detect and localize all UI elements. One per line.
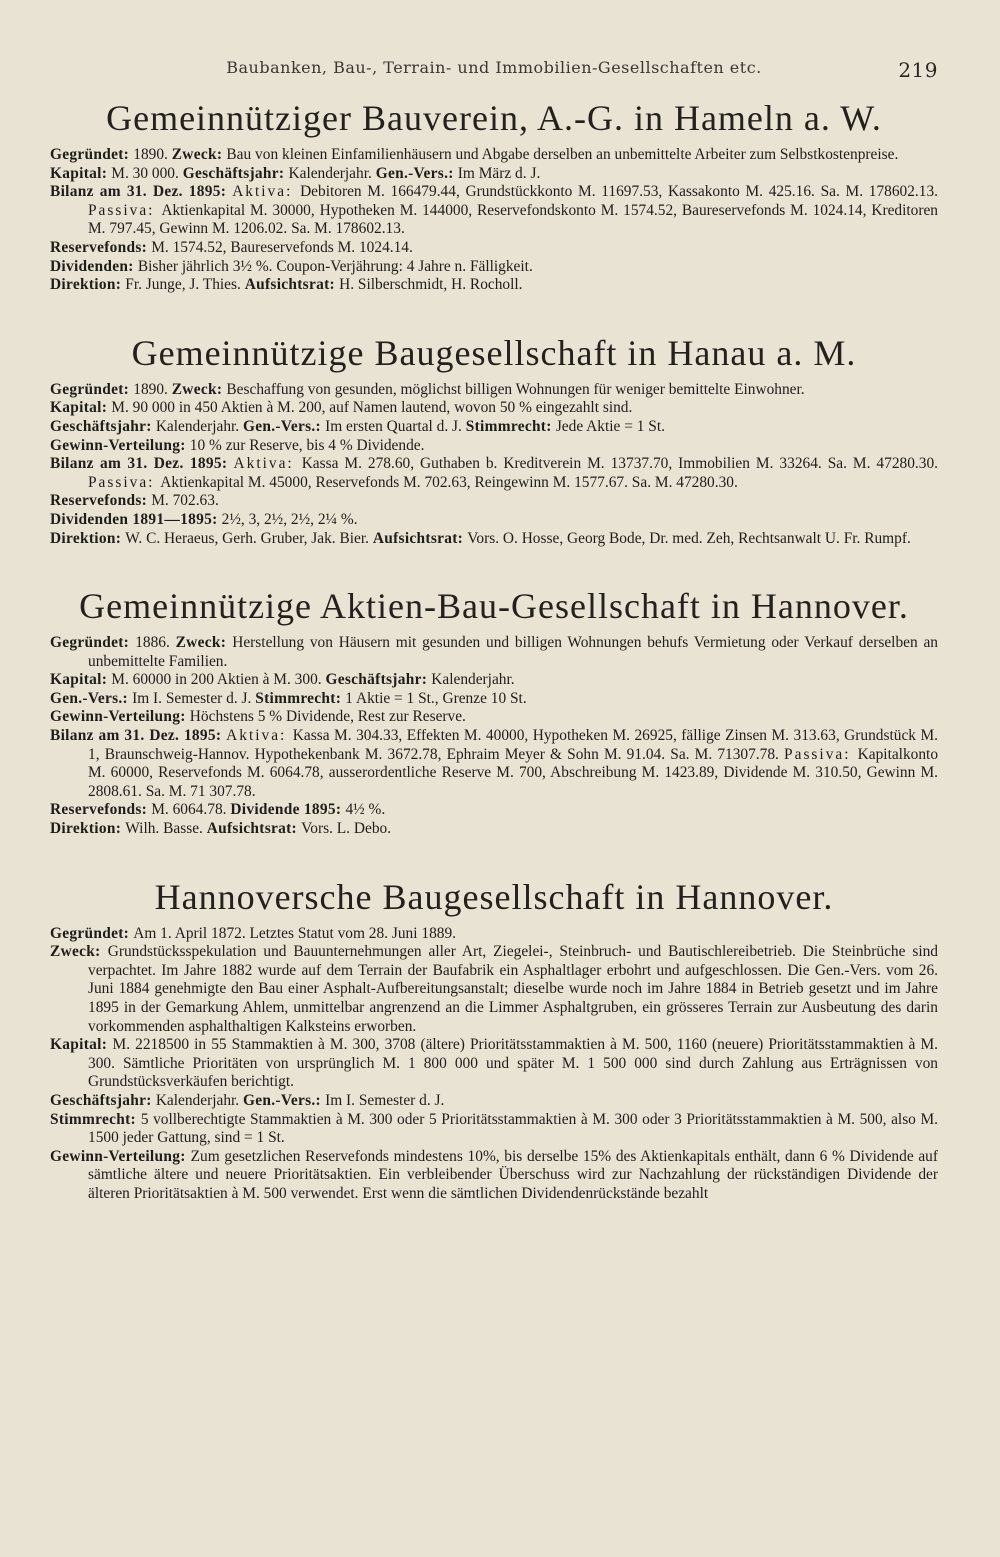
field-text: Kalenderjahr. bbox=[155, 1091, 243, 1109]
balance-side-label: Passiva: bbox=[784, 745, 858, 763]
field-text: M. 90 000 in 450 Aktien à M. 200, auf Namen lautend, wovon 50 % eingezahlt sind. bbox=[111, 399, 633, 417]
field-text: M. 30 000. bbox=[111, 164, 183, 182]
field-label: Gen.-Vers.: bbox=[50, 689, 133, 707]
field-label: Gen.-Vers.: bbox=[375, 164, 458, 182]
field-text: Fr. Junge, J. Thies. bbox=[125, 276, 245, 294]
field-label: Gewinn-Verteilung: bbox=[50, 1147, 191, 1165]
balance-side-label: Passiva: bbox=[88, 473, 161, 491]
field-text: Am 1. April 1872. Letztes Statut vom 28. Juni 1889. bbox=[133, 924, 457, 942]
company-entry bbox=[50, 586, 938, 839]
balance-side-label: Aktiva: bbox=[232, 183, 301, 201]
field-text: Im März d. J. bbox=[457, 164, 541, 182]
field-text: Aktienkapital M. 30000, Hypotheken M. 144000, Reservefondskonto M. 1574.52, Baureservefonds M. 1024.14, Kreditoren M. 797.45, Gewinn M. 1206.02. Sa. M. 178602.13. bbox=[88, 201, 938, 238]
field-label: Bilanz am 31. Dez. 1895: bbox=[50, 455, 234, 473]
entry-paragraph bbox=[50, 437, 938, 456]
entry-paragraph bbox=[50, 276, 938, 295]
field-label: Kapital: bbox=[50, 1036, 113, 1054]
field-text: Im I. Semester d. J. bbox=[132, 689, 256, 707]
field-text: Kalenderjahr. bbox=[288, 164, 376, 182]
field-label: Stimmrecht: bbox=[465, 417, 556, 435]
entry-paragraph bbox=[50, 1148, 938, 1204]
entry-paragraph bbox=[50, 1092, 938, 1111]
field-text: 1 Aktie = 1 St., Grenze 10 St. bbox=[345, 689, 527, 707]
entry-paragraph bbox=[50, 820, 938, 839]
field-label: Direktion: bbox=[50, 820, 126, 838]
company-entry bbox=[50, 877, 938, 1204]
field-label: Dividende 1895: bbox=[230, 801, 346, 819]
field-label: Zweck: bbox=[171, 146, 227, 163]
field-label: Zweck: bbox=[50, 943, 108, 961]
field-label: Geschäftsjahr: bbox=[50, 417, 156, 435]
field-text: Kalenderjahr. bbox=[431, 671, 515, 689]
field-text: H. Silberschmidt, H. Rocholl. bbox=[339, 276, 523, 294]
field-text: Im ersten Quartal d. J. bbox=[325, 417, 466, 435]
entry-paragraph bbox=[50, 258, 938, 277]
field-label: Bilanz am 31. Dez. 1895: bbox=[50, 183, 233, 201]
field-label: Gegründet: bbox=[50, 924, 134, 942]
field-label: Reservefonds: bbox=[50, 238, 152, 256]
field-text: Bisher jährlich 3½ %. Coupon-Verjährung: 4 Jahre n. Fälligkeit. bbox=[137, 257, 533, 275]
company-title: Gemeinnützige Aktien-Bau-Gesellschaft in Hannover. bbox=[79, 586, 909, 627]
field-text: Wilh. Basse. bbox=[125, 820, 207, 838]
field-label: Stimmrecht: bbox=[50, 1110, 141, 1128]
field-label: Gegründet: bbox=[50, 380, 134, 398]
entry-paragraph bbox=[50, 1111, 938, 1148]
entry-paragraph bbox=[50, 146, 938, 165]
field-label: Zweck: bbox=[175, 634, 233, 652]
company-entry bbox=[50, 333, 938, 548]
entry-paragraph bbox=[50, 455, 938, 492]
field-text: Höchstens 5 % Dividende, Rest zur Reserve. bbox=[189, 708, 466, 726]
company-title: Gemeinnützige Baugesellschaft in Hanau a. M. bbox=[131, 332, 857, 373]
entries-container bbox=[50, 98, 938, 1204]
entry-paragraph bbox=[50, 239, 938, 258]
field-label: Direktion: bbox=[50, 529, 126, 547]
entry-paragraph bbox=[50, 634, 938, 671]
field-text: Aktienkapital M. 45000, Reservefonds M. 702.63, Reingewinn M. 1577.67. Sa. M. 47280.30. bbox=[160, 473, 738, 491]
entry-paragraph bbox=[50, 399, 938, 418]
field-text: M. 1574.52, Baureservefonds M. 1024.14. bbox=[151, 238, 413, 256]
entry-paragraph bbox=[50, 381, 938, 400]
field-text: 1890. bbox=[133, 380, 172, 398]
field-text: Kassa M. 304.33, Effekten M. 40000, Hypotheken M. 26925, fällige Zinsen M. 313.63, Grundstück M. 1, Braunschweig-Hannov. Hypothekenbank M. 3672.78, Ephraim Meyer & Sohn M. 91.04. Sa. M. 71307.78. bbox=[88, 727, 938, 763]
balance-side-label: Passiva: bbox=[88, 201, 162, 219]
field-label: Stimmrecht: bbox=[255, 689, 346, 707]
field-label: Geschäftsjahr: bbox=[50, 1091, 156, 1109]
field-label: Gewinn-Verteilung: bbox=[50, 708, 190, 726]
field-text: Vors. O. Hosse, Georg Bode, Dr. med. Zeh, Rechtsanwalt U. Fr. Rumpf. bbox=[467, 529, 911, 547]
field-text: W. C. Heraeus, Gerh. Gruber, Jak. Bier. bbox=[125, 529, 373, 547]
entry-paragraph bbox=[50, 671, 938, 690]
field-text: 1886. bbox=[135, 634, 176, 652]
field-label: Kapital: bbox=[50, 671, 112, 689]
field-text: Herstellung von Häusern mit gesunden und billigen Wohnungen behufs Vermietung oder Verkauf derselben an unbemittelte Familien. bbox=[88, 634, 938, 670]
entry-paragraph bbox=[50, 925, 938, 944]
field-label: Reservefonds: bbox=[50, 801, 152, 819]
field-text: Grundstücksspekulation und Bauunternehmungen aller Art, Ziegelei-, Steinbruch- und Bautischlereibetrieb. Die Steinbrüche sind verpachtet. Im Jahre 1882 wurde auf dem Terrain der Baufabrik ein Asphaltlager erbohrt und aufgeschlossen. Die Gen.-Vers. vom 26. Juni 1884 genehmigte den Bau einer Asphalt-Aufbereitungsanstalt; dieselbe wurde noch im Jahre 1884 in Betrieb gesetzt und im Jahre 1895 in der Gemarkung Ahlem, unmittelbar angrenzend an die Limmer Asphaltgruben, ein grösseres Terrain zur Ausbeutung des darin vorkommenden asphalthaltigen Kalksteins erworben. bbox=[88, 943, 938, 1035]
field-text: Debitoren M. 166479.44, Grundstückkonto M. 11697.53, Kassakonto M. 425.16. Sa. M. 178602.13. bbox=[300, 183, 939, 201]
field-text: 10 % zur Reserve, bis 4 % Dividende. bbox=[189, 436, 425, 454]
entry-paragraph bbox=[50, 183, 938, 239]
entry-paragraph bbox=[50, 530, 938, 549]
field-text: Jede Aktie = 1 St. bbox=[555, 417, 665, 435]
field-label: Reservefonds: bbox=[50, 492, 152, 510]
field-label: Zweck: bbox=[171, 380, 227, 398]
field-text: Vors. L. Debo. bbox=[301, 820, 392, 838]
field-text: Kapitalkonto M. 60000, Reservefonds M. 6064.78, ausserordentliche Reserve M. 700, Abschreibung M. 1423.89, Dividende M. 310.50, Gewinn M. 2808.61. Sa. M. 71 307.78. bbox=[88, 745, 939, 800]
field-label: Dividenden: bbox=[50, 257, 138, 275]
field-label: Aufsichtsrat: bbox=[372, 529, 468, 547]
entry-paragraph bbox=[50, 690, 938, 709]
field-text: Beschaffung von gesunden, möglichst billigen Wohnungen für weniger bemittelte Einwohner. bbox=[226, 380, 805, 398]
field-text: Kalenderjahr. bbox=[155, 417, 243, 435]
entry-paragraph bbox=[50, 727, 938, 801]
field-text: Im I. Semester d. J. bbox=[325, 1091, 445, 1109]
balance-side-label: Aktiva: bbox=[226, 727, 293, 745]
field-label: Bilanz am 31. Dez. 1895: bbox=[50, 727, 227, 745]
entry-paragraph bbox=[50, 492, 938, 511]
field-label: Geschäftsjahr: bbox=[182, 164, 289, 182]
field-text: Kassa M. 278.60, Guthaben b. Kreditverein M. 13737.70, Immobilien M. 33264. Sa. M. 47280.30. bbox=[301, 455, 938, 473]
entry-paragraph bbox=[50, 708, 938, 727]
entry-paragraph bbox=[50, 418, 938, 437]
company-title: Gemeinnütziger Bauverein, A.-G. in Hameln a. W. bbox=[106, 98, 882, 138]
entry-paragraph bbox=[50, 165, 938, 184]
field-text: 2½, 3, 2½, 2½, 2¼ %. bbox=[221, 510, 358, 528]
field-label: Gegründet: bbox=[50, 634, 136, 652]
field-text: 1890. bbox=[133, 146, 172, 163]
page-number: 219 bbox=[898, 58, 938, 82]
field-text: Zum gesetzlichen Reservefonds mindestens 10%, bis derselbe 15% des Aktienkapitals enthält, dann 6 % Dividende auf sämtliche ältere und neuere Prioritätsaktien. Ein verbleibender Überschuss wird zur Nachzahlung der rückständigen Dividende der älteren Prioritätsaktien à M. 500 verwendet. Erst wenn die sämtlichen Dividendenrückstände bezahlt bbox=[88, 1147, 938, 1202]
company-entry bbox=[50, 98, 938, 295]
field-text: M. 6064.78. bbox=[151, 801, 231, 819]
field-label: Dividenden 1891—1895: bbox=[50, 510, 222, 528]
field-text: 4½ %. bbox=[345, 801, 386, 819]
field-text: 5 vollberechtigte Stammaktien à M. 300 oder 5 Prioritätsstammaktien à M. 300 oder 3 Prioritätsstammaktien à M. 500, also M. 1500 jeder Gattung, sind = 1 St. bbox=[88, 1110, 939, 1147]
field-label: Aufsichtsrat: bbox=[206, 820, 302, 838]
field-label: Gegründet: bbox=[50, 146, 134, 163]
field-label: Kapital: bbox=[50, 164, 112, 182]
running-title: Baubanken, Bau-, Terrain- und Immobilien-Gesellschaften etc. bbox=[226, 58, 762, 77]
field-text: M. 702.63. bbox=[151, 492, 219, 510]
entry-paragraph bbox=[50, 943, 938, 1036]
field-label: Geschäftsjahr: bbox=[325, 671, 432, 689]
field-text: M. 2218500 in 55 Stammaktien à M. 300, 3708 (ältere) Prioritätsstammaktien à M. 500, 1160 (neuere) Prioritätsstammaktien à M. 300. Sämtliche Prioritäten von ursprünglich M. 1 800 000 und später M. 1 500 000 sind durch Zahlung aus Erträgnissen von Grundstücksverkäufen berichtigt. bbox=[88, 1036, 938, 1091]
field-label: Gen.-Vers.: bbox=[243, 417, 326, 435]
field-text: M. 60000 in 200 Aktien à M. 300. bbox=[111, 671, 326, 689]
field-label: Gewinn-Verteilung: bbox=[50, 436, 190, 454]
field-label: Aufsichtsrat: bbox=[244, 276, 340, 294]
running-header bbox=[50, 58, 938, 98]
entry-paragraph bbox=[50, 1036, 938, 1092]
balance-side-label: Aktiva: bbox=[233, 455, 302, 473]
field-label: Gen.-Vers.: bbox=[243, 1091, 326, 1109]
field-text: Bau von kleinen Einfamilienhäusern und Abgabe derselben an unbemittelte Arbeiter zum Selbstkostenpreise. bbox=[226, 146, 899, 163]
field-label: Kapital: bbox=[50, 399, 112, 417]
company-title: Hannoversche Baugesellschaft in Hannover. bbox=[154, 876, 834, 917]
entry-paragraph bbox=[50, 801, 938, 820]
field-label: Direktion: bbox=[50, 276, 126, 294]
entry-paragraph bbox=[50, 511, 938, 530]
